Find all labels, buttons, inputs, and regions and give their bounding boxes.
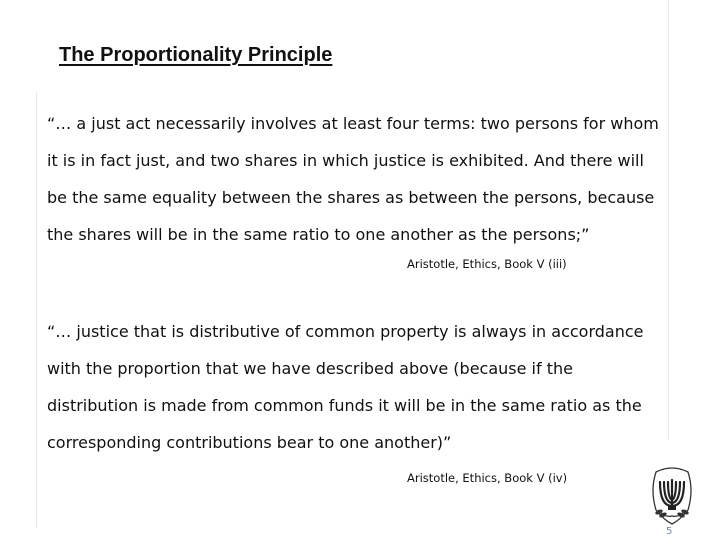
left-divider — [36, 92, 37, 528]
quote-line: be the same equality between the shares as between the persons, because — [47, 188, 655, 207]
quote-block-1 — [47, 114, 672, 262]
quote-attribution-2: Aristotle, Ethics, Book V (iv) — [407, 471, 568, 485]
quote-line: the shares will be in the same ratio to one another as the persons;” — [47, 225, 590, 244]
page-number: 5 — [666, 526, 673, 537]
slide-title: The Proportionality Principle — [59, 44, 333, 66]
menorah-emblem-icon — [648, 466, 696, 528]
quote-line: distribution is made from common funds it will be in the same ratio as the — [47, 396, 642, 415]
quote-block-2 — [47, 322, 672, 470]
quote-line: “… a just act necessarily involves at least four terms: two persons for whom — [47, 114, 659, 133]
quote-line: corresponding contributions bear to one another)” — [47, 433, 452, 452]
quote-line: it is in fact just, and two shares in which justice is exhibited. And there will — [47, 151, 644, 170]
quote-line: “… justice that is distributive of common property is always in accordance — [47, 322, 644, 341]
quote-attribution-1: Aristotle, Ethics, Book V (iii) — [407, 257, 567, 271]
quote-line: with the proportion that we have described above (because if the — [47, 359, 573, 378]
